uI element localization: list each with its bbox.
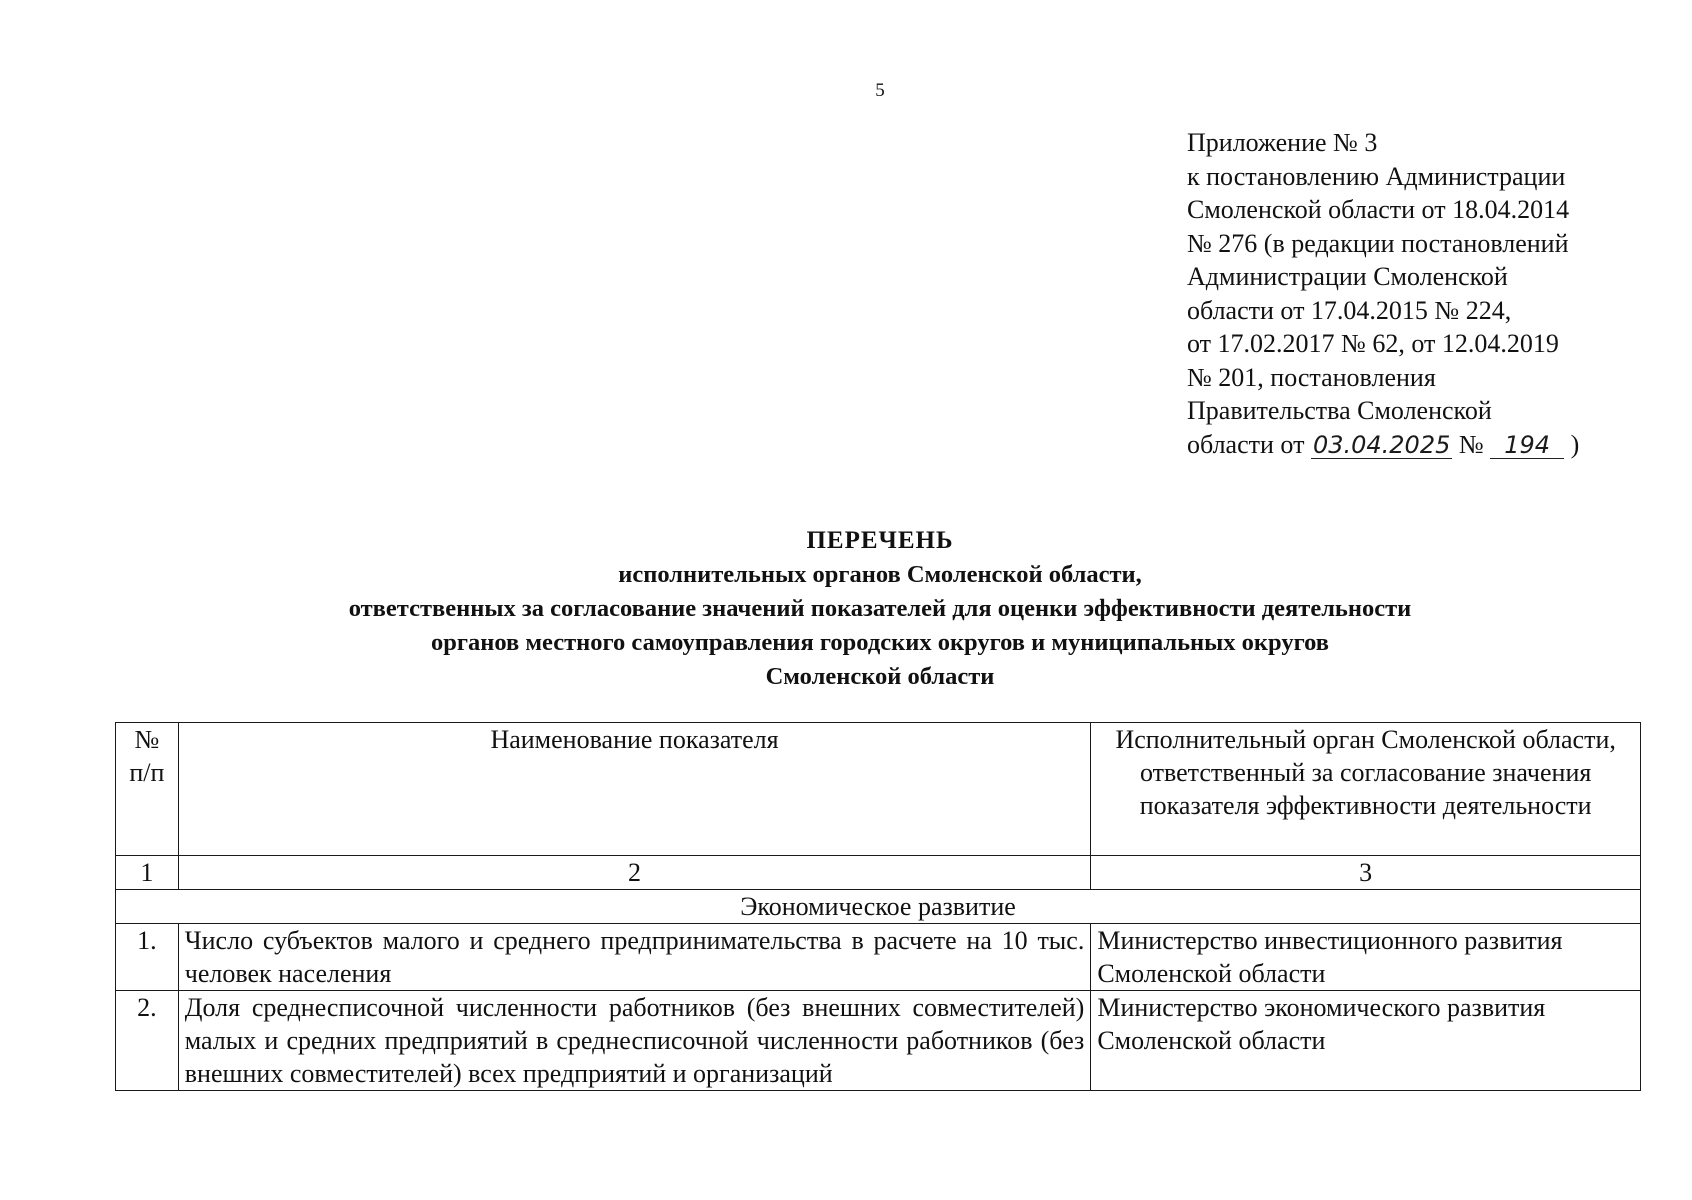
header-num: № п/п <box>116 723 179 856</box>
row-name: Число субъектов малого и среднего предпринимательства в расчете на 10 тыс. человек населения <box>178 924 1091 991</box>
indicators-table <box>115 722 1641 1091</box>
appendix-line: № 276 (в редакции постановлений <box>1187 228 1569 258</box>
table-index-row <box>116 856 1641 890</box>
table-row <box>116 924 1641 991</box>
index-cell: 3 <box>1091 856 1641 890</box>
appendix-line: Правительства Смоленской <box>1187 396 1492 425</box>
appendix-line: Смоленской области от 18.04.2014 <box>1187 195 1570 224</box>
handwritten-date: 03.04.2025 <box>1312 430 1451 459</box>
appendix-line: Приложение № 3 <box>1187 128 1378 157</box>
row-org: Министерство инвестиционного развития Смоленской области <box>1091 924 1641 991</box>
index-cell: 1 <box>116 856 179 890</box>
header-org: Исполнительный орган Смоленской области, ответственный за согласование значения показателя эффективности деятельности <box>1091 723 1641 856</box>
handwritten-number: 194 <box>1490 432 1564 459</box>
row-org: Министерство экономического развития Смоленской области <box>1091 991 1641 1091</box>
title-line: исполнительных органов Смоленской области, <box>618 561 1142 588</box>
appendix-last-prefix: области от <box>1187 429 1305 459</box>
title-line: Смоленской области <box>765 663 995 690</box>
title-line: органов местного самоуправления городских округов и муниципальных округов <box>431 629 1329 656</box>
row-num: 2. <box>116 991 179 1091</box>
table-row <box>116 991 1641 1091</box>
appendix-line: Администрации Смоленской <box>1187 262 1508 291</box>
section-title: Экономическое развитие <box>116 890 1641 924</box>
header-name: Наименование показателя <box>178 723 1091 856</box>
appendix-line: от 17.02.2017 № 62, от 12.04.2019 <box>1187 329 1559 358</box>
appendix-line: области от 17.04.2015 № 224, <box>1187 295 1512 325</box>
table-header-row <box>116 723 1641 856</box>
row-name: Доля среднесписочной численности работников (без внешних совместителей) малых и средних предприятий в среднесписочной численности работников (без внешних совместителей) всех предприятий и организаций <box>178 991 1091 1091</box>
appendix-block <box>1187 126 1667 461</box>
appendix-last-line <box>1187 428 1667 462</box>
title-line: ответственных за согласование значений показателей для оценки эффективности деятельности <box>348 595 1412 622</box>
number-sign: № <box>1458 429 1484 459</box>
closing-paren: ) <box>1570 429 1580 459</box>
title-main: ПЕРЕЧЕНЬ <box>806 527 954 554</box>
row-num: 1. <box>116 924 179 991</box>
appendix-line: № 201, постановления <box>1187 362 1436 392</box>
index-cell: 2 <box>178 856 1091 890</box>
appendix-line: к постановлению Администрации <box>1187 161 1566 191</box>
document-title <box>0 524 1692 694</box>
section-row <box>116 890 1641 924</box>
page-number: 5 <box>875 80 885 101</box>
